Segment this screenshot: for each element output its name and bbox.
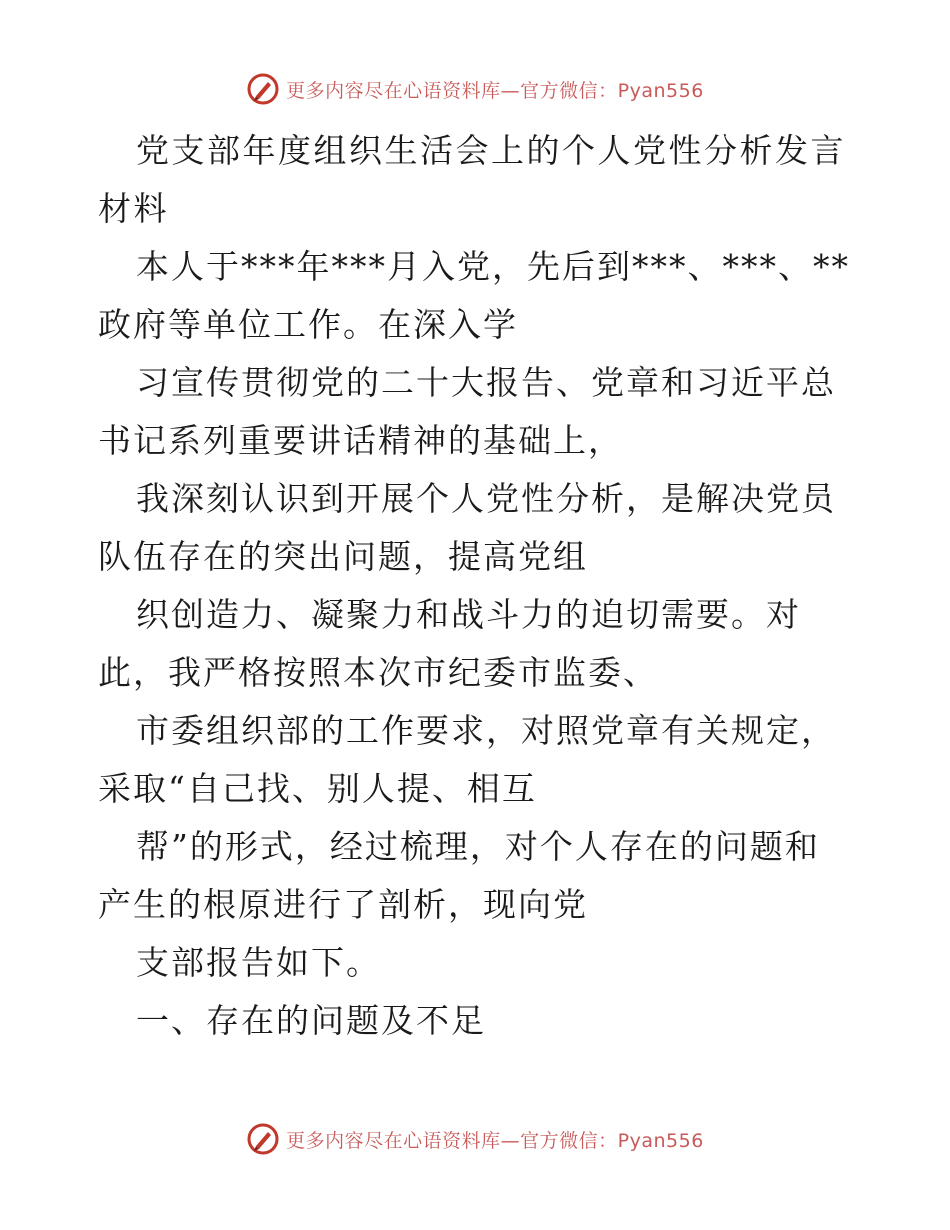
header-watermark — [0, 72, 950, 106]
footer-watermark — [0, 1122, 950, 1156]
paragraph: 织创造力、凝聚力和战斗力的迫切需要。对此，我严格按照本次市纪委市监委、 — [98, 595, 801, 692]
pen-logo-icon — [246, 72, 280, 106]
watermark-text: 更多内容尽在心语资料库—官方微信：Pyan556 — [286, 79, 704, 102]
paragraph: 本人于***年***月入党，先后到***、***、**政府等单位工作。在深入学 — [98, 247, 850, 344]
paragraph: 帮”的形式，经过梳理，对个人存在的问题和产生的根原进行了剖析，现向党 — [98, 827, 820, 924]
watermark-text: 更多内容尽在心语资料库—官方微信：Pyan556 — [286, 1129, 704, 1152]
paragraph: 支部报告如下。 — [136, 943, 381, 982]
section-heading: 一、存在的问题及不足 — [136, 1001, 486, 1040]
paragraph: 市委组织部的工作要求，对照党章有关规定，采取“自己找、别人提、相互 — [98, 711, 836, 808]
paragraph: 习宣传贯彻党的二十大报告、党章和习近平总书记系列重要讲话精神的基础上， — [98, 363, 836, 460]
document-title: 党支部年度组织生活会上的个人党性分析发言材料 — [98, 131, 846, 228]
paragraph: 我深刻认识到开展个人党性分析，是解决党员队伍存在的突出问题，提高党组 — [98, 479, 836, 576]
document-body — [98, 122, 852, 1050]
pen-logo-icon — [246, 1122, 280, 1156]
